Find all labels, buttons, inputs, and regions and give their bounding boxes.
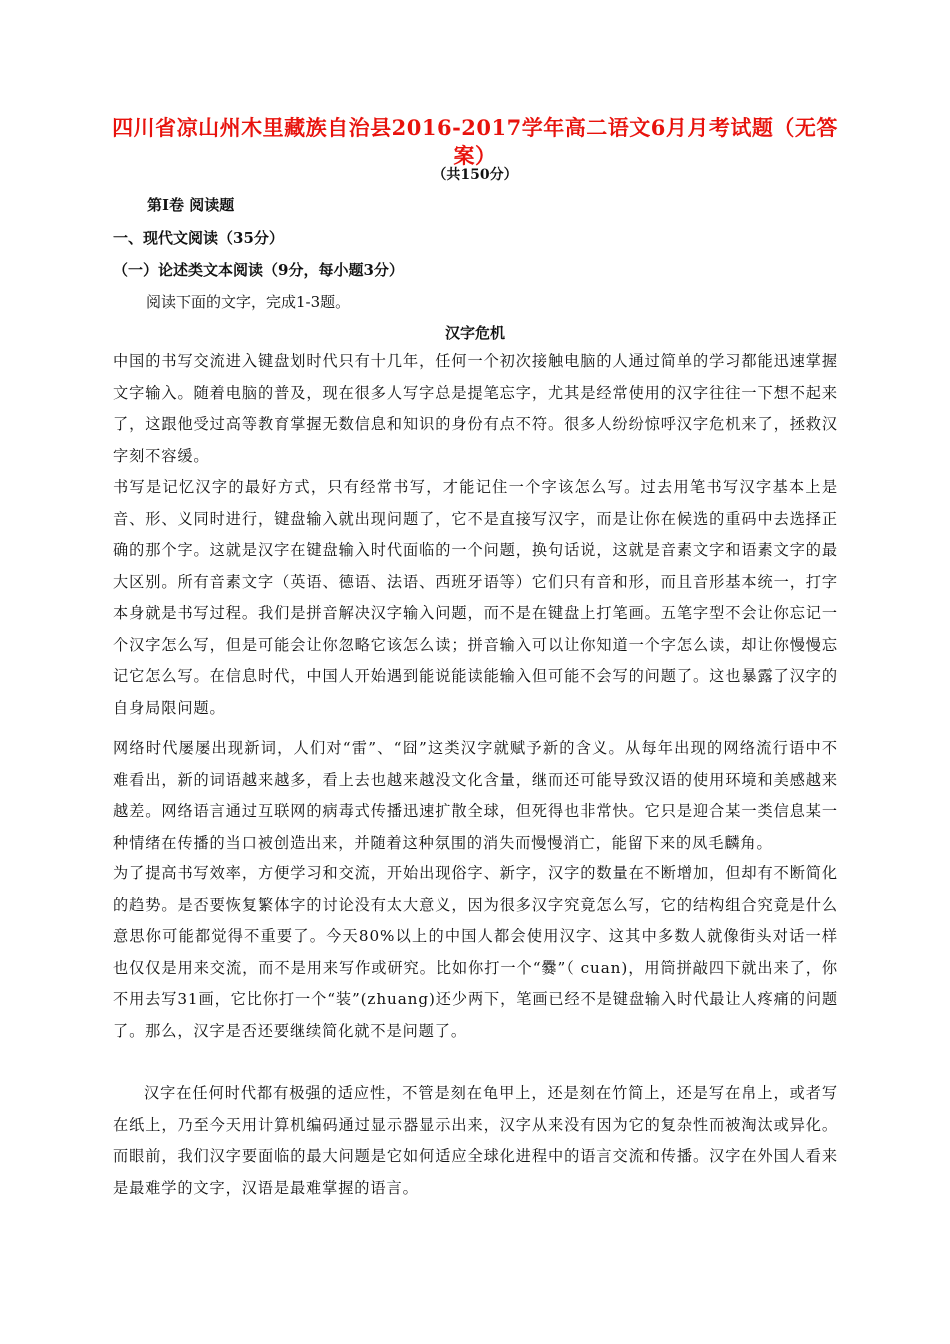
section-heading: 一、现代文阅读（35分） xyxy=(113,229,284,247)
part-heading: 第Ⅰ卷 阅读题 xyxy=(147,196,235,214)
subsection-heading: （一）论述类文本阅读（9分，每小题3分） xyxy=(113,261,404,279)
reading-instruction: 阅读下面的文字，完成1-3题。 xyxy=(146,293,351,311)
document-title: 四川省凉山州木里藏族自治县2016-2017学年高二语文6月月考试题（无答案） xyxy=(112,115,838,168)
article-paragraph-5: 汉字在任何时代都有极强的适应性，不管是刻在龟甲上，还是刻在竹简上，还是写在帛上，或者写在纸上，乃至今天用计算机编码通过显示器显示出来，汉字从来没有因为它的复杂性而被淘汰或异化。而眼前，我们汉字要面临的最大问题是它如何适应全球化进程中的语言交流和传播。汉字在外国人看来是最难学的文字，汉语是最难掌握的语言。 xyxy=(113,1084,838,1197)
article-paragraph-1: 中国的书写交流进入键盘划时代只有十几年，任何一个初次接触电脑的人通过简单的学习都能迅速掌握文字输入。随着电脑的普及，现在很多人写字总是提笔忘字，尤其是经常使用的汉字往往一下想不起来了，这跟他受过高等教育掌握无数信息和知识的身份有点不符。很多人纷纷惊呼汉字危机来了，拯救汉字刻不容缓。 xyxy=(113,352,838,465)
article-title: 汉字危机 xyxy=(444,324,505,342)
article-paragraph-3: 网络时代屡屡出现新词，人们对“雷”、“囧”这类汉字就赋予新的含义。从每年出现的网络流行语中不难看出，新的词语越来越多，看上去也越来越没文化含量，继而还可能导致汉语的使用环境和美感越来越差。网络语言通过互联网的病毒式传播迅速扩散全球，但死得也非常快。它只是迎合某一类信息某一种情绪在传播的当口被创造出来，并随着这种氛围的消失而慢慢消亡，能留下来的凤毛麟角。 xyxy=(113,739,838,852)
article-paragraph-4: 为了提高书写效率，方便学习和交流，开始出现俗字、新字，汉字的数量在不断增加，但却有不断简化的趋势。是否要恢复繁体字的讨论没有太大意义，因为很多汉字究竟怎么写，它的结构组合究竟是什么意思你可能都觉得不重要了。今天80%以上的中国人都会使用汉字、这其中多数人就像街头对话一样也仅仅是用来交流，而不是用来写作或研究。比如你打一个“爨”（ cuan)，用筒拼敲四下就出来了，你不用去写31画，它比你打一个“装”(zhuang)还少两下，笔画已经不是键盘输入时代最让人疼痛的问题了。那么，汉字是否还要继续简化就不是问题了。 xyxy=(113,864,838,1040)
total-score: （共150分） xyxy=(432,167,518,183)
article-paragraph-2: 书写是记忆汉字的最好方式，只有经常书写，才能记住一个字该怎么写。过去用笔书写汉字基本上是音、形、义同时进行，键盘输入就出现问题了，它不是直接写汉字，而是让你在候选的重码中去选择正确的那个字。这就是汉字在键盘输入时代面临的一个问题，换句话说，这就是音素文字和语素文字的最大区别。所有音素文字（英语、德语、法语、西班牙语等）它们只有音和形，而且音形基本统一，打字本身就是书写过程。我们是拼音解决汉字输入问题，而不是在键盘上打笔画。五笔字型不会让你忘记一个汉字怎么写，但是可能会让你忽略它该怎么读；拼音输入可以让你知道一个字怎么读，却让你慢慢忘记它怎么写。在信息时代，中国人开始遇到能说能读能输入但可能不会写的问题了。这也暴露了汉字的自身局限问题。 xyxy=(113,478,838,717)
